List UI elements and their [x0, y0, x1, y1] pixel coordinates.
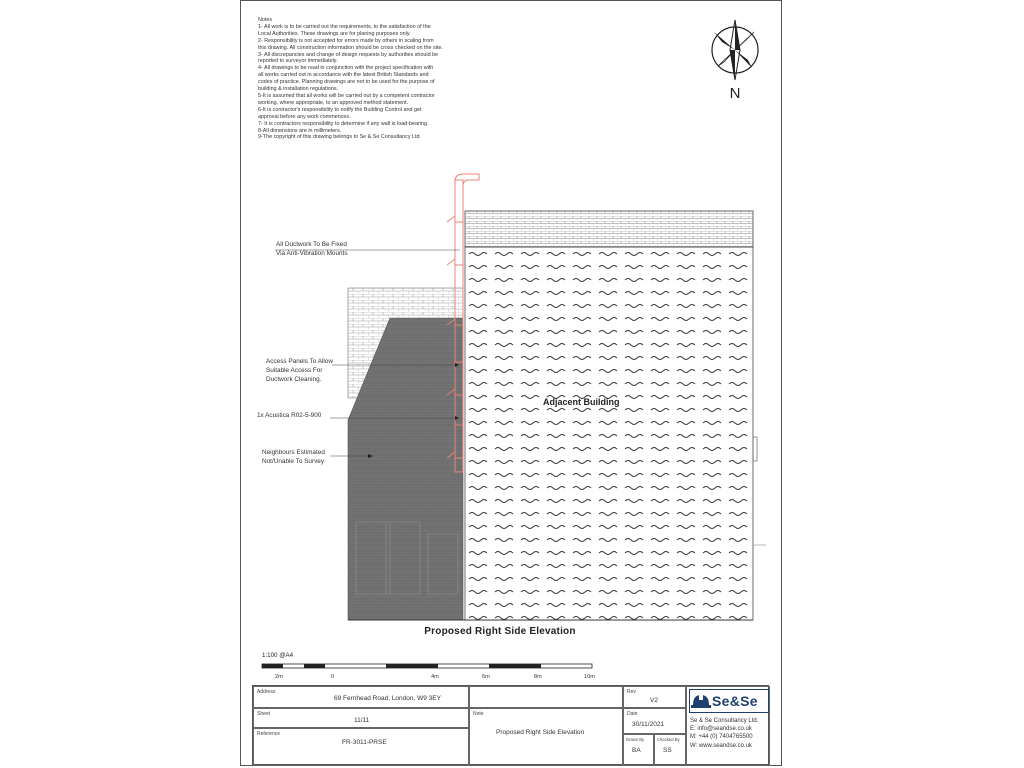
- date-label: Date: [627, 711, 638, 717]
- drawn-by-cell: [623, 734, 654, 766]
- notes-line: 6-It is contractor's responsibility to notify the Building Control and get: [258, 106, 422, 113]
- title-block: [252, 685, 769, 765]
- notes-line: working, where appropriate, to an approved method statement.: [258, 99, 409, 106]
- ductwork-label-line2: Via Anti-Vibration Mounts: [276, 250, 348, 257]
- checked-by-cell: [654, 734, 686, 766]
- note-label: Note: [473, 711, 484, 717]
- address-label: Address: [257, 689, 276, 695]
- scale-tick: 4m: [431, 674, 439, 680]
- access-panels-label-line1: Access Panels To Allow: [266, 358, 334, 365]
- neighbours-label-line2: Not/Unable To Survey: [262, 458, 325, 465]
- drawn-by-value: BA: [632, 747, 641, 754]
- notes-line: reported to surveyor immediately.: [258, 58, 338, 65]
- hardhat-icon: [690, 691, 712, 711]
- rev-value: V2: [650, 697, 658, 704]
- adjacent-building-parapet: [465, 211, 753, 247]
- checked-by-label: Checked By: [657, 737, 680, 742]
- date-cell: [623, 708, 686, 734]
- scale-tick: 6m: [482, 674, 490, 680]
- company-email: E: info@seandse.co.uk: [690, 726, 752, 733]
- scale-tick: 10m: [584, 674, 595, 680]
- address-value: 69 Fernhead Road, London, W9 3EY: [334, 695, 441, 702]
- compass-letter: N: [729, 85, 741, 102]
- notes-line: 3- All discrepancies and change of design requests by authorities should be: [258, 51, 439, 58]
- company-contact: [690, 717, 758, 750]
- notes-heading: Notes: [258, 17, 273, 23]
- acoustica-label: 1x Acustica R02-5-900: [257, 412, 322, 419]
- company-cell: [686, 686, 770, 766]
- notes-line: all works carried out in accordance with the latest British Standards and: [258, 72, 429, 79]
- reference-value: FR-3011-PRSE: [342, 739, 387, 746]
- sheet-cell: [253, 708, 469, 728]
- rev-label: Rev: [627, 689, 636, 695]
- neighbours-label-line1: Neighbours Estimated: [262, 449, 325, 456]
- drawing-title: Proposed Right Side Elevation: [424, 626, 576, 637]
- sheet-value: 11/11: [354, 717, 370, 724]
- access-panels-label-line3: Ductwork Cleaning.: [266, 376, 322, 383]
- company-logo-text: Se&Se: [712, 693, 758, 709]
- scale-tick: 8m: [534, 674, 542, 680]
- scale-tick: 2m: [275, 674, 283, 680]
- company-logo: [689, 689, 769, 713]
- adjacent-building-wall: [465, 247, 753, 620]
- drawn-by-label: Drawn By: [626, 737, 645, 742]
- note-cell: [469, 708, 623, 766]
- notes-line: 4- All drawings to be read in conjunction with the project specification with: [258, 65, 434, 72]
- reference-label: Reference: [257, 731, 281, 737]
- notes-line: 2- Responsibility is not accepted for errors made by others in scaling from: [258, 37, 434, 44]
- adjacent-building-label: Adjacent Building: [543, 397, 620, 407]
- address-cell: [253, 686, 469, 708]
- notes-line: building & installation regulations.: [258, 86, 339, 93]
- company-phone: M: +44 (0) 7404765500: [690, 734, 753, 741]
- company-website: W: www.seandse.co.uk: [690, 742, 752, 749]
- access-panels-label-line2: Suitable Access For: [266, 367, 323, 374]
- note-value: Proposed Right Side Elevation: [496, 729, 585, 736]
- notes-line: approval before any work commences.: [258, 113, 351, 120]
- checked-by-value: SS: [663, 747, 672, 754]
- notes-line: 7- It is contractors responsibility to determine if any wall is load-bearing.: [258, 120, 429, 127]
- ductwork-label-line1: All Ductwork To Be Fixed: [276, 241, 347, 248]
- notes-line: 9-The copyright of this drawing belongs to Se & Se Consultancy Ltd.: [258, 134, 422, 141]
- sheet-label: Sheet: [257, 711, 271, 717]
- company-name: Se & Se Consultancy Ltd.: [690, 718, 759, 724]
- scale-tick: 0: [331, 674, 335, 680]
- scale-label: 1:100 @A4: [262, 652, 294, 659]
- rev-cell: [623, 686, 686, 708]
- date-value: 30/11/2021: [632, 721, 665, 728]
- notes-line: 1- All work is to be carried out the requirements, to the satisfaction of the: [258, 23, 431, 30]
- notes-line: 5-It is assumed that all works will be carried out by a competent contractor: [258, 92, 435, 99]
- notes-line: codes of practice. Planning drawings are not to be used for the purpose of: [258, 79, 435, 86]
- reference-cell: [253, 728, 469, 766]
- notes-line: this drawing. All construction information should be cross checked on the site.: [258, 44, 443, 51]
- notes-line: Local Authorities. These drawings are for planing purposes only.: [258, 30, 411, 37]
- scale-bar: [262, 664, 592, 668]
- notes-line: 8-All dimensions are in millimeters.: [258, 127, 342, 134]
